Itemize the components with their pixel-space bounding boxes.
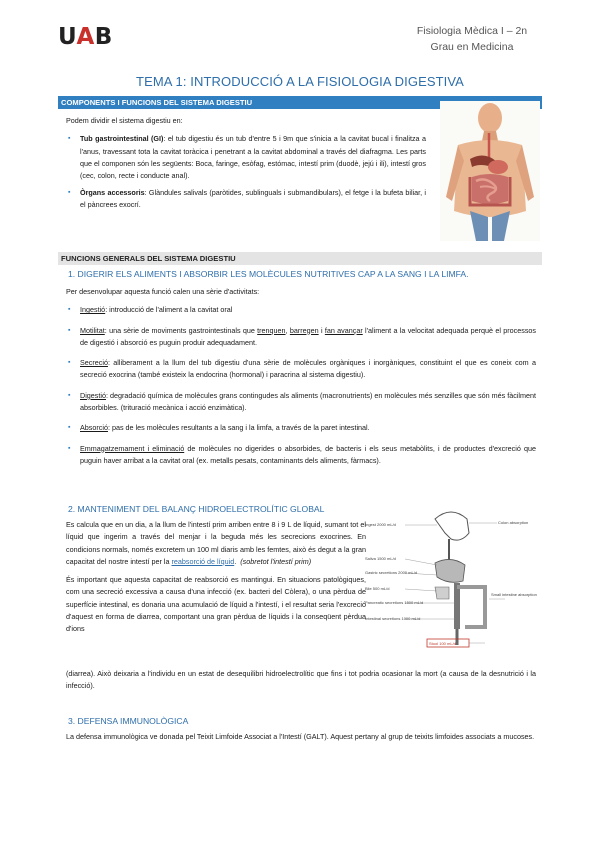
diagram-label-bile: Bile 500 mL/d [365,586,390,591]
subheading-digestion: 1. DIGERIR ELS ALIMENTS I ABSORBIR LES MOLÈCULES NUTRITIVES CAP A LA SANG I LA LIMFA. [68,269,469,279]
diagram-label-gastric: Gastric secretions 2000 mL/d [365,570,418,575]
diagram-label-pancreatic: Pancreatic secretions 1500 mL/d [365,600,424,605]
list-item: ▪ Digestió: degradació química de molècules grans contingudes als aliments (macronutrients) en molècules més senzilles que són més fàcilment absorbibles. (trituració mecànica i acció enzimàtica). [66,390,536,415]
diagram-label-small-intestine: Small intestine absorption [491,592,537,597]
digestion-body [66,286,536,472]
subheading-immune-defense: 3. DEFENSA IMMUNOLÒGICA [68,716,189,726]
degree-name: Grau en Medicina [430,41,514,53]
fluid-paragraph-2: És important que aquesta capacitat de reabsorció es mantingui. En situacions patològiques, com una secreció excessiva a causa d'una infecció (ex. bacteri del Còlera), o una pèrdua de superfície intestinal, es donaria una acumulació de líquid a l'intestí, i el resultat seria l'excreció d'aquest en forma de diarrea, comportant una gran pèrdua de líquids i la conseqüent pèrdua d'ions [66,575,366,634]
digestion-intro: Per desenvolupar aquesta funció calen una sèrie d'activitats: [66,287,260,296]
section1-body [66,115,426,216]
components-list [66,133,426,211]
list-item: ▪ Òrgans accessoris: Glàndules salivals (paròtides, sublinguals i submandibulars), el fetge i la bufeta biliar, i el pàncrees exocrí. [66,187,426,212]
list-item: ▪ Motilitat: una sèrie de moviments gastrointestinals que trenquen, barregen i fan avançar l'aliment a la velocitat adequada perquè el processos de digestió i absorció es puguin produir adequadament. [66,325,536,350]
fluid-balance-body [66,519,366,636]
list-item: ▪ Secreció: alliberament a la llum del tub digestiu d'una sèrie de molècules orgàniques i inorgàniques, constituint el que es coneix com a secreció exocrina (també existeix la endocrina (hormonal) i paracrina al sistema digestiu). [66,357,536,382]
page-title: TEMA 1: INTRODUCCIÓ A LA FISIOLOGIA DIGESTIVA [136,74,464,89]
list-item: ▪ Ingestió: introducció de l'aliment a la cavitat oral [66,304,536,316]
diagram-label-colon: Colon absorption [498,520,529,525]
immune-defense-body: La defensa immunològica ve donada pel Teixit Limfoide Associat a l'Intestí (GALT). Aquest pertany al grup de teixits limfoides associats a mucoses. [66,732,535,741]
fluid-paragraph-1: Es calcula que en un dia, a la llum de l'intestí prim arriben entre 8 i 9 L de líquid, sumant tot el líquid que ingerim a través del menjar i la beguda més les secrecions exocrines. En condicions normals, només excretem un 100 ml diaris amb les femtes, això és degut a la gran capacitat del nostre intestí per la reabsorció de líquid. (sobretot l'intestí prim) [66,520,366,566]
activities-list [66,304,536,467]
fluid-paragraph-2-continued: (diarrea). Això deixaria a l'individu en un estat de desequilibri hidroelectrolític que fins i tot podria ocasionar la mort (a causa de la desnutrició i la infecció). [66,669,536,691]
course-name: Fisiologia Mèdica I – 2n [416,25,528,37]
subheading-fluid-balance: 2. MANTENIMENT DEL BALANÇ HIDROELECTROLÍTIC GLOBAL [68,504,325,514]
diagram-label-ingest: Ingest 2000 mL/d [365,522,396,527]
diagram-label-stool: Stool 100 mL/d [429,641,456,646]
diagram-label-saliva: Saliva 1500 mL/d [365,556,396,561]
list-item: ▪ Emmagatzemament i eliminació de molècules no digerides o absorbides, de bacteris i els seus metabòlits, i de productes d'excreció que puguin haver arribat a la cavitat oral (ex. metalls pesats, contaminants dels aliments, fàrmacs). [66,443,536,468]
list-item: ▪ Absorció: pas de les molècules resultants a la sang i la limfa, a través de la paret intestinal. [66,422,536,434]
section-heading-functions: FUNCIONS GENERALS DEL SISTEMA DIGESTIU [58,252,542,265]
digestive-system-illustration [440,101,540,241]
section-heading-components: COMPONENTS I FUNCIONS DEL SISTEMA DIGESTIU [58,96,542,109]
fluid-balance-diagram [365,503,545,653]
university-logo: UAB [58,24,113,50]
diagram-label-intestinal: Intestinal secretions 1000 mL/d [365,616,421,621]
section1-intro: Podem dividir el sistema digestiu en: [66,116,183,125]
course-info [402,23,542,55]
list-item: ▪ Tub gastrointestinal (GI): el tub digestiu és un tub d'entre 5 i 9m que s'inicia a la cavitat bucal i finalitza a l'anus, travessant tota la cavitat toràcica i penetrant a la cavitat abdominal a través del diafragma. Les parts que el componen són les següents: Boca, faringe, esòfag, estómac, intestí prim (duodè, jejú i ili), intestí gros (cec, colon, recte i conducte anal). [66,133,426,182]
